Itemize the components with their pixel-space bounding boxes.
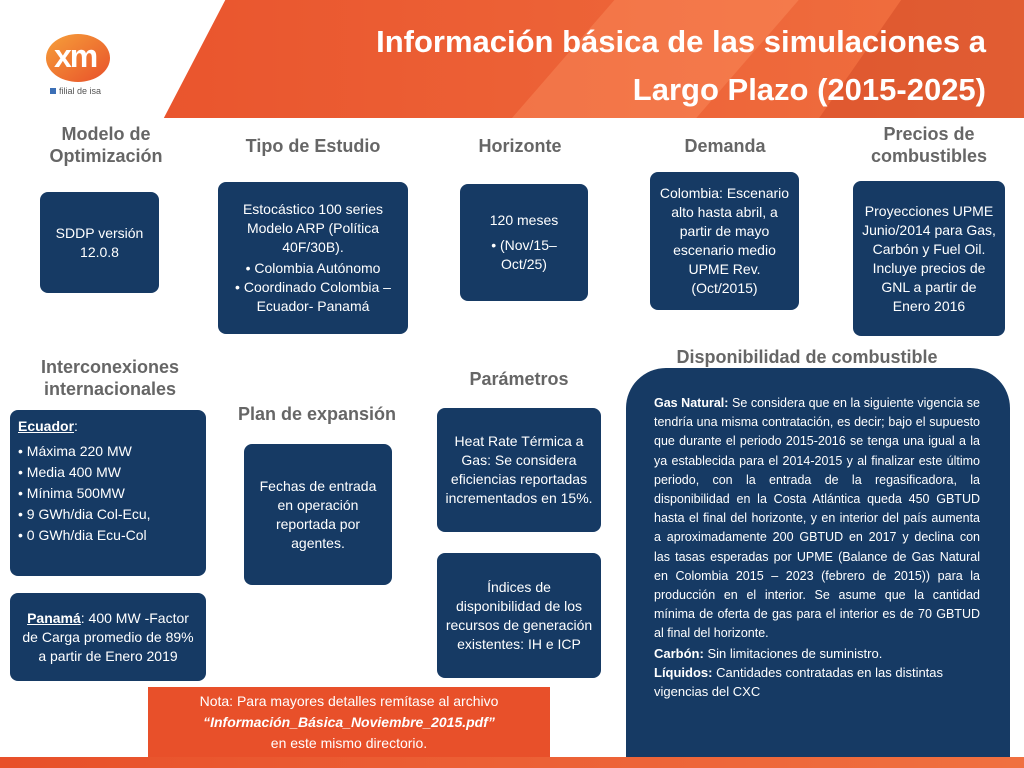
title-banner xyxy=(0,0,1024,118)
box-heat-rate xyxy=(437,408,601,532)
precios-text: Proyecciones UPME Junio/2014 para Gas, Carbón y Fuel Oil. Incluye precios de GNL a partir de Enero 2016 xyxy=(862,202,996,314)
box-horizonte xyxy=(460,184,588,301)
xm-logo xyxy=(44,32,134,96)
box-modelo xyxy=(40,192,159,293)
logo-text: xm xyxy=(54,38,97,74)
box-panama xyxy=(10,593,206,681)
gas-paragraph: Gas Natural: Se considera que en la siguiente vigencia se tendría una misma contratación, es decir; bajo el supuesto que durante el periodo 2015-2016 se tenga una igual a la ya establecida para el 2014-2015 y al finalizar este último periodo, con la entrada de la regasificadora, la disponibilidad en la Costa Atlántica queda 450 GBTUD hasta el final del horizonte, y en interior del país aumenta a aproximadamente 200 GBTUD en 2017 y declina con las tasas esperadas por UPME (Balance de Gas Natural en Colombia 2015 – 2023 (febrero de 2015)) para la producción en el interior. Se asume que la cantidad mínima de oferta de gas para el interior es de 70 GBTUD al final del horizonte. xyxy=(654,396,980,641)
page-title-line2: Largo Plazo (2015-2025) xyxy=(632,72,986,107)
indices-text: Índices de disponibilidad de los recursos de generación existentes: IH e ICP xyxy=(445,578,593,652)
ecuador-title: Ecuador: xyxy=(18,418,78,434)
heading-disponibilidad: Disponibilidad de combustible xyxy=(676,347,938,367)
tipo-list xyxy=(226,259,400,316)
horizonte-item: • (Nov/15– Oct/25) xyxy=(468,236,580,274)
bottom-bar xyxy=(0,757,1024,768)
ecuador-item: • Mínima 500MW xyxy=(18,483,198,504)
box-indices xyxy=(437,553,601,678)
heat-rate-text: Heat Rate Térmica a Gas: Se considera eficiencias reportadas incrementados en 15%. xyxy=(445,433,593,506)
ecuador-item: • 0 GWh/dia Ecu-Col xyxy=(18,525,198,546)
note-filename: “Información_Básica_Noviembre_2015.pdf” xyxy=(203,714,495,730)
horizonte-text: 120 meses xyxy=(489,212,559,228)
panama-text: Panamá: 400 MW -Factor de Carga promedio de 89% a partir de Enero 2019 xyxy=(22,609,194,664)
heading-parametros: Parámetros xyxy=(469,369,569,389)
ecuador-item: • Máxima 220 MW xyxy=(18,441,198,462)
heading-plan-expansion: Plan de expansión xyxy=(237,404,397,424)
heading-tipo-estudio: Tipo de Estudio xyxy=(245,136,381,156)
modelo-text: SDDP versión 12.0.8 xyxy=(55,224,144,260)
isa-square-icon xyxy=(50,88,56,94)
gas-label: Gas Natural: xyxy=(654,396,729,410)
box-precios xyxy=(853,181,1005,336)
panama-label: Panamá xyxy=(27,609,81,626)
ecuador-item: • 9 GWh/dia Col-Ecu, xyxy=(18,504,198,525)
tipo-item: • Colombia Autónomo xyxy=(226,259,400,278)
ecuador-list xyxy=(18,441,198,546)
box-plan-expansion xyxy=(244,444,392,585)
heading-modelo: Modelo de Optimización xyxy=(49,124,163,166)
box-disponibilidad xyxy=(626,368,1010,768)
carbon-paragraph: Carbón: Sin limitaciones de suministro. xyxy=(654,645,883,661)
tipo-text: Estocástico 100 series Modelo ARP (Política 40F/30B). xyxy=(242,201,384,255)
logo-subtitle: filial de isa xyxy=(50,86,101,96)
horizonte-list xyxy=(468,236,580,274)
heading-demanda: Demanda xyxy=(684,136,766,156)
note-line1: Nota: Para mayores detalles remítase al archivo xyxy=(199,693,499,709)
tipo-item: • Coordinado Colombia – Ecuador- Panamá xyxy=(226,278,400,316)
page-title-line1: Información básica de las simulaciones a xyxy=(376,24,986,59)
box-demanda xyxy=(650,172,799,310)
heading-interconexiones: Interconexiones internacionales xyxy=(40,357,180,399)
ecuador-item: • Media 400 MW xyxy=(18,462,198,483)
heading-precios: Precios de combustibles xyxy=(870,124,988,166)
carbon-label: Carbón: xyxy=(654,645,704,661)
note-line3: en este mismo directorio. xyxy=(270,735,428,751)
liquidos-paragraph: Líquidos: Cantidades contratadas en las distintas vigencias del CXC xyxy=(654,664,944,700)
box-ecuador xyxy=(10,410,206,576)
page-title xyxy=(266,18,986,114)
heading-horizonte: Horizonte xyxy=(478,136,562,156)
ecuador-label: Ecuador xyxy=(18,418,75,434)
plan-text: Fechas de entrada en operación reportada por agentes. xyxy=(259,477,377,551)
box-tipo-estudio xyxy=(218,182,408,334)
note-box xyxy=(148,687,550,757)
liquidos-label: Líquidos: xyxy=(654,664,713,680)
demanda-text: Colombia: Escenario alto hasta abril, a partir de mayo escenario medio UPME Rev. (Oct/2015) xyxy=(659,185,790,296)
